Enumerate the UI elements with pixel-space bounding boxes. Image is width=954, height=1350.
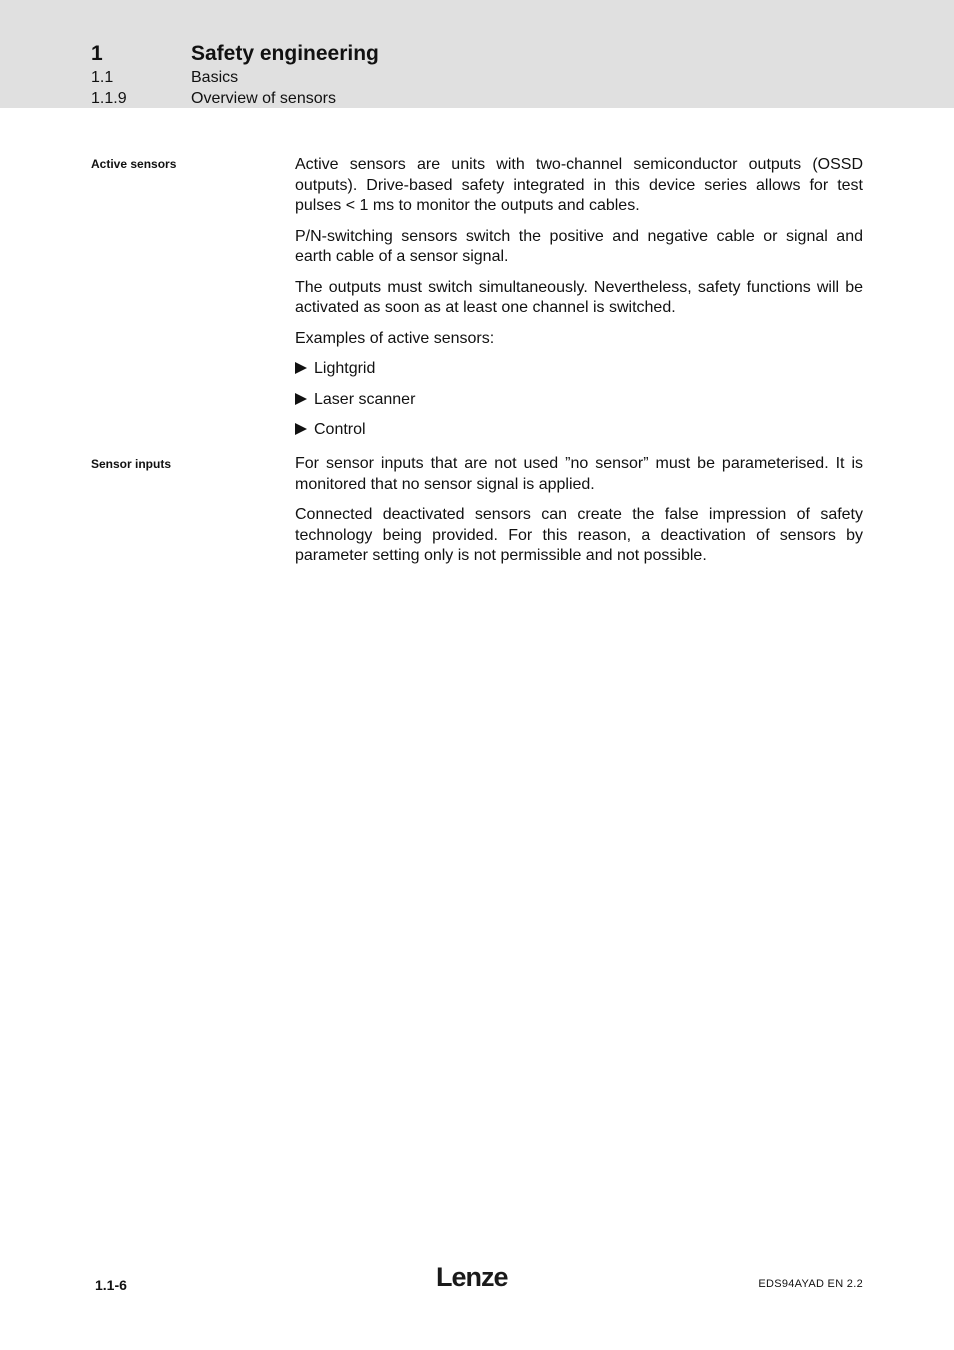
active-sensors-label: Active sensors bbox=[91, 157, 177, 171]
bullet-arrow-icon bbox=[295, 393, 307, 405]
list-item-text: Lightgrid bbox=[314, 360, 376, 377]
chapter-title: Safety engineering bbox=[191, 42, 379, 65]
paragraph: For sensor inputs that are not used ”no sensor” must be parameterised. It is monitored that no sensor signal is applied. bbox=[295, 455, 863, 493]
header-band bbox=[0, 0, 954, 108]
bullet-arrow-icon bbox=[295, 423, 307, 435]
list-item bbox=[295, 359, 863, 380]
sensor-inputs-label: Sensor inputs bbox=[91, 457, 172, 471]
section-number: 1.1 bbox=[91, 69, 114, 86]
chapter-number: 1 bbox=[91, 42, 103, 65]
section-title: Basics bbox=[191, 69, 239, 86]
subsection-number: 1.1.9 bbox=[91, 90, 127, 107]
paragraph: Examples of active sensors: bbox=[295, 329, 495, 347]
list-item bbox=[295, 420, 863, 441]
subsection-title: Overview of sensors bbox=[191, 90, 336, 107]
paragraph: P/N-switching sensors switch the positive and negative cable or signal and earth cable of a sensor signal. bbox=[295, 227, 863, 265]
list-item-text: Laser scanner bbox=[314, 390, 416, 408]
paragraph: Active sensors are units with two-channel semiconductor outputs (OSSD outputs). Drive-based safety integrated in this device series allows for test pulses < 1 ms to monitor the outputs and cables. bbox=[295, 156, 863, 214]
bullet-arrow-icon bbox=[295, 362, 307, 374]
active-sensors-body bbox=[295, 155, 863, 451]
sensor-inputs-body bbox=[295, 454, 863, 577]
document-id: EDS94AYAD EN 2.2 bbox=[758, 1278, 863, 1290]
paragraph: The outputs must switch simultaneously. Nevertheless, safety functions will be activated as soon as at least one channel is switched. bbox=[295, 278, 863, 316]
page-number: 1.1-6 bbox=[95, 1277, 127, 1293]
lenze-logo: Lenze bbox=[436, 1262, 508, 1292]
list-item bbox=[295, 390, 863, 411]
list-item-text: Control bbox=[314, 421, 366, 438]
paragraph: Connected deactivated sensors can create the false impression of safety technology being provided. For this reason, a deactivation of sensors by parameter setting only is not permissible and not possible. bbox=[295, 506, 863, 564]
